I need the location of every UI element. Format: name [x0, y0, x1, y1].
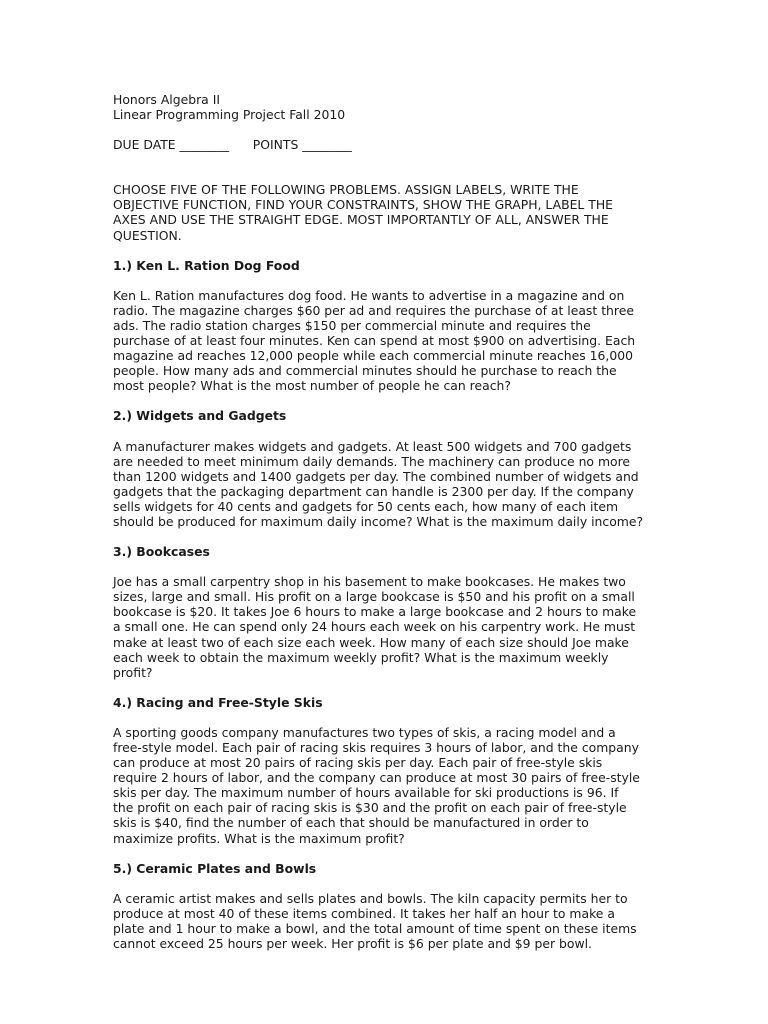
problem-4-body — [113, 725, 673, 846]
instructions-block — [113, 182, 673, 242]
problem-line: A manufacturer makes widgets and gadgets. At least 500 widgets and 700 gadgets — [113, 438, 632, 454]
problem-3-body — [113, 574, 673, 680]
problem-line: most people? What is the most number of people he can reach? — [113, 378, 511, 394]
problem-line: people. How many ads and commercial minutes should he purchase to reach the — [113, 363, 617, 379]
problem-line: require 2 hours of labor, and the company can produce at most 30 pairs of free-style — [113, 770, 640, 786]
problem-line: are needed to meet minimum daily demands. The machinery can produce no more — [113, 453, 631, 469]
problem-line: profit? — [113, 664, 153, 680]
problem-line: than 1200 widgets and 1400 gadgets per day. The combined number of widgets and — [113, 468, 639, 484]
course-name: Honors Algebra II — [113, 92, 221, 107]
problem-line: a small one. He can spend only 24 hours each week on his carpentry work. He must — [113, 619, 636, 635]
problem-2-body — [113, 439, 673, 530]
problem-line: make at least two of each size each week. How many of each size should Joe make — [113, 634, 629, 650]
problem-4-title: 4.) Racing and Free-Style Skis — [113, 694, 323, 710]
problem-line: A ceramic artist makes and sells plates and bowls. The kiln capacity permits her to — [113, 890, 628, 906]
problem-line: should be produced for maximum daily income? What is the maximum daily income? — [113, 513, 644, 529]
problem-1-title: 1.) Ken L. Ration Dog Food — [113, 257, 300, 273]
problem-line: Joe has a small carpentry shop in his basement to make bookcases. He makes two — [113, 574, 626, 590]
document-page — [113, 92, 673, 951]
problem-line: free-style model. Each pair of racing skis requires 3 hours of labor, and the company — [113, 740, 639, 755]
problem-line: gadgets that the packaging department can handle is 2300 per day. If the company — [113, 483, 634, 499]
problem-line: produce at most 40 of these items combined. It takes her half an hour to make a — [113, 905, 615, 921]
problem-5-body — [113, 891, 673, 951]
problem-line: each week to obtain the maximum weekly profit? What is the maximum weekly — [113, 649, 609, 665]
problem-line: radio. The magazine charges $60 per ad and requires the purchase of at least three — [113, 302, 634, 318]
problem-line: sells widgets for 40 cents and gadgets for 50 cents each, how many of each item — [113, 498, 619, 514]
problem-line: can produce at most 20 pairs of racing skis per day. Each pair of free-style skis — [113, 755, 603, 771]
problem-line: cannot exceed 25 hours per week. Her profit is $6 per plate and $9 per bowl. — [113, 936, 592, 952]
problem-line: A sporting goods company manufactures two types of skis, a racing model and a — [113, 724, 616, 740]
problem-line: the profit on each pair of racing skis is $30 and the profit on each pair of free-style — [113, 800, 627, 816]
problem-line: magazine ad reaches 12,000 people while each commercial minute reaches 16,000 — [113, 348, 634, 364]
problem-line: sizes, large and small. His profit on a large bookcase is $50 and his profit on a small — [113, 589, 635, 605]
problem-line: maximize profits. What is the maximum profit? — [113, 830, 405, 846]
instructions-line: OBJECTIVE FUNCTION, FIND YOUR CONSTRAINTS, SHOW THE GRAPH, LABEL THE — [113, 197, 613, 213]
instructions-line: AXES AND USE THE STRAIGHT EDGE. MOST IMPORTANTLY OF ALL, ANSWER THE — [113, 212, 609, 228]
problem-line: skis per day. The maximum number of hours available for ski productions is 96. If — [113, 785, 619, 801]
problem-3-title: 3.) Bookcases — [113, 544, 210, 560]
due-date-points-line: DUE DATE ________ POINTS ________ — [113, 137, 352, 153]
project-title: Linear Programming Project Fall 2010 — [113, 107, 346, 123]
instructions-line: QUESTION. — [113, 227, 182, 243]
problem-line: purchase of at least four minutes. Ken can spend at most $900 on advertising. Each — [113, 333, 636, 349]
problem-2-title: 2.) Widgets and Gadgets — [113, 408, 287, 424]
problem-1-body — [113, 288, 673, 394]
instructions-line: CHOOSE FIVE OF THE FOLLOWING PROBLEMS. ASSIGN LABELS, WRITE THE — [113, 182, 579, 198]
problem-line: skis is $40, find the number of each that should be manufactured in order to — [113, 815, 589, 831]
problem-5-title: 5.) Ceramic Plates and Bowls — [113, 860, 317, 876]
problem-line: bookcase is $20. It takes Joe 6 hours to make a large bookcase and 2 hours to make — [113, 604, 637, 620]
problem-line: ads. The radio station charges $150 per commercial minute and requires the — [113, 317, 591, 333]
problem-line: plate and 1 hour to make a bowl, and the total amount of time spent on these items — [113, 920, 637, 936]
problem-line: Ken L. Ration manufactures dog food. He wants to advertise in a magazine and on — [113, 287, 625, 303]
